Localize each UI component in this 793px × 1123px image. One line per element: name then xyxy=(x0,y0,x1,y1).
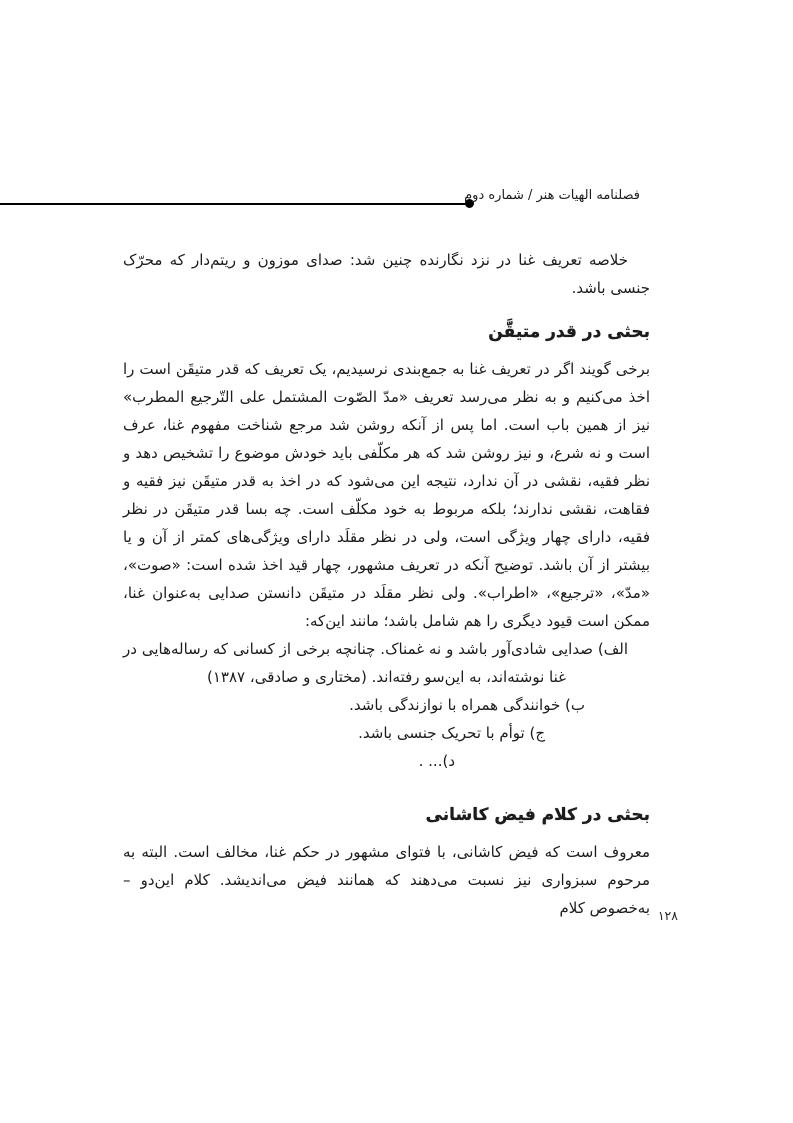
section1-paragraph: برخی گویند اگر در تعریف غنا به جمع‌بندی نرسیدیم، یک تعریف که قدر متیقَن است را اخذ می‌کنیم و به نظر می‌رسد تعریف «مدّ الصّوت المشتمل علی التّرجیع المطرب» نیز از همین باب است. اما پس از آنکه روشن شد مرجع شناخت مفهوم غنا، عرف است و نه شرع، و نیز روشن شد که هر مکلّفی باید خودش موضوع را تشخیص دهد و نظر فقیه، نقشی در آن ندارد، نتیجه این می‌شود که در اخذ به قدر متیقَن نیز فقیه و فقاهت، نقشی ندارند؛ بلکه مربوط به خود مکلّف است. چه بسا قدر متیقَن در نظر فقیه، دارای چهار ویژگی است، ولی در نظر مقلَد دارای ویژگی‌های کمتر از آن و یا بیشتر از آن باشد. توضیح آنکه در تعریف مشهور، چهار قید اخذ شده است: «صوت»، «مدّ»، «ترجیع»، «اطراب». ولی نظر مقلَد در متیقَن دانستن صدایی به‌عنوان غنا، ممکن است قیود دیگری را هم شامل باشد؛ مانند این‌که: xyxy=(123,360,650,630)
list-item-be: ب) خوانندگی همراه با نوازندگی باشد. xyxy=(349,696,585,714)
section2-paragraph: معروف است که فیض کاشانی، با فتوای مشهور در حکم غنا، مخالف است. البته به مرحوم سبزواری نیز نسبت می‌دهند که همانند فیض می‌اندیشد. کلام این‌دو – به‌خصوص کلام xyxy=(123,843,650,917)
page-number: ۱۲۸ xyxy=(657,908,678,923)
intro-paragraph: خلاصه تعریف غنا در نزد نگارنده چنین شد: صدای موزون و ریتم‌دار که محرّک جنسی باشد. xyxy=(123,251,650,297)
list-item-alef: الف) صدایی شادی‌آور باشد و نه غمناک. چنانچه برخی از کسانی که رساله‌هایی در غنا نوشته‌اند، به این‌سو رفته‌اند. (مختاری و صادقی، ۱۳۸۷) xyxy=(123,640,628,686)
list-item-jim: ج) توأم با تحریک جنسی باشد. xyxy=(358,724,545,742)
section-heading-feyz-kashani: بحثی در کلام فیض کاشانی xyxy=(425,805,650,825)
section-heading-qadr-motayaqqan: بحثی در قدر متیقَّن xyxy=(488,322,650,342)
article-body xyxy=(123,246,650,922)
list-item-dal: د)... . xyxy=(418,752,455,770)
header-rule xyxy=(0,203,468,205)
journal-header-title: فصلنامه الهیات هنر / شماره دوم xyxy=(464,188,640,203)
